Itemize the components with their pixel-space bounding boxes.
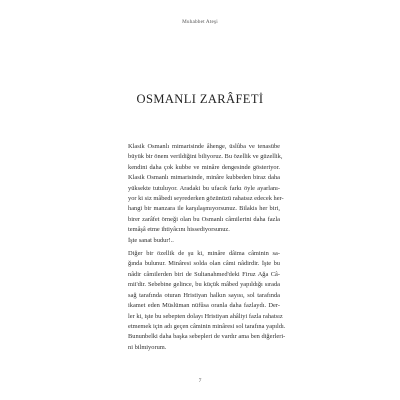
paragraph-3 xyxy=(122,249,286,353)
page-number: 7 xyxy=(198,378,202,384)
text-line: Bununbelki daha başka sebepleri de vardır ama ben diğerleri- xyxy=(128,333,286,341)
text-line: Diğer bir özellik de şu ki, minâre dâima câminin sa- xyxy=(128,250,280,258)
text-line: temâşâ etme ihtiyâcını hissediyorsunuz. xyxy=(128,226,230,234)
text-line: mii'dir. Sebebine gelince, bu küçük mâbed yapıldığı sırada xyxy=(128,281,280,289)
text-line: etmemek için adı geçen câminin minâresi sol tarafına yapıldı. xyxy=(128,322,286,330)
running-head: Muhabbet Ateşi xyxy=(182,19,218,25)
text-line: büyük bir önem verildiğini biliyoruz. Bu özellik ve güzellik, xyxy=(128,153,283,161)
text-line: sağ tarafında oturan Hristiyan halkın sayısı, sol tarafında xyxy=(128,291,280,299)
text-line: ni bilmiyorum. xyxy=(128,343,167,351)
text-line: hangi bir manzara ile karşılaşmıyorsunuz. Bilakis her biri, xyxy=(128,205,280,213)
text-line: nâdir câmilerden biri de Sultanahmed'deki Firuz Ağa Câ- xyxy=(128,270,280,278)
chapter-title: OSMANLI ZARÂFETİ xyxy=(136,92,264,106)
text-line: birer zarâfet örneği olan bu Osmanlı câmilerini daha fazla xyxy=(128,215,280,223)
text-line: İşte sanat budur!.. xyxy=(128,236,174,244)
text-line: Klasik Osmanlı mimarisinde âhenge, üslûba ve tenasübe xyxy=(128,143,280,150)
text-line: ler ki, işte bu sebepten dolayı Hristiyan ahâliyi fazla rahatsız xyxy=(128,312,283,320)
text-line: yüksekte tutuluyor. Aradaki bu ufacık farkı öyle ayarlanı- xyxy=(128,184,280,192)
paragraph-2 xyxy=(122,236,280,246)
paragraph-1 xyxy=(122,142,284,236)
text-line: ğında bulunur. Minâresi solda olan câmi nâdirdir. İşte bu xyxy=(128,260,280,268)
text-line: yor ki siz mâbedi seyrederken gözünüzü rahatsız edecek her- xyxy=(128,195,284,203)
text-line: Klasik Osmanlı mimarisinde, minâre kubbeden biraz daha xyxy=(128,174,280,182)
text-line: ikamet eden Müslüman nüfûsa oranla daha fazlaydı. Der- xyxy=(128,302,280,310)
body-text xyxy=(122,142,286,353)
text-line: kendini daha çok kubbe ve minâre dengesinde gösteriyor. xyxy=(128,163,280,171)
